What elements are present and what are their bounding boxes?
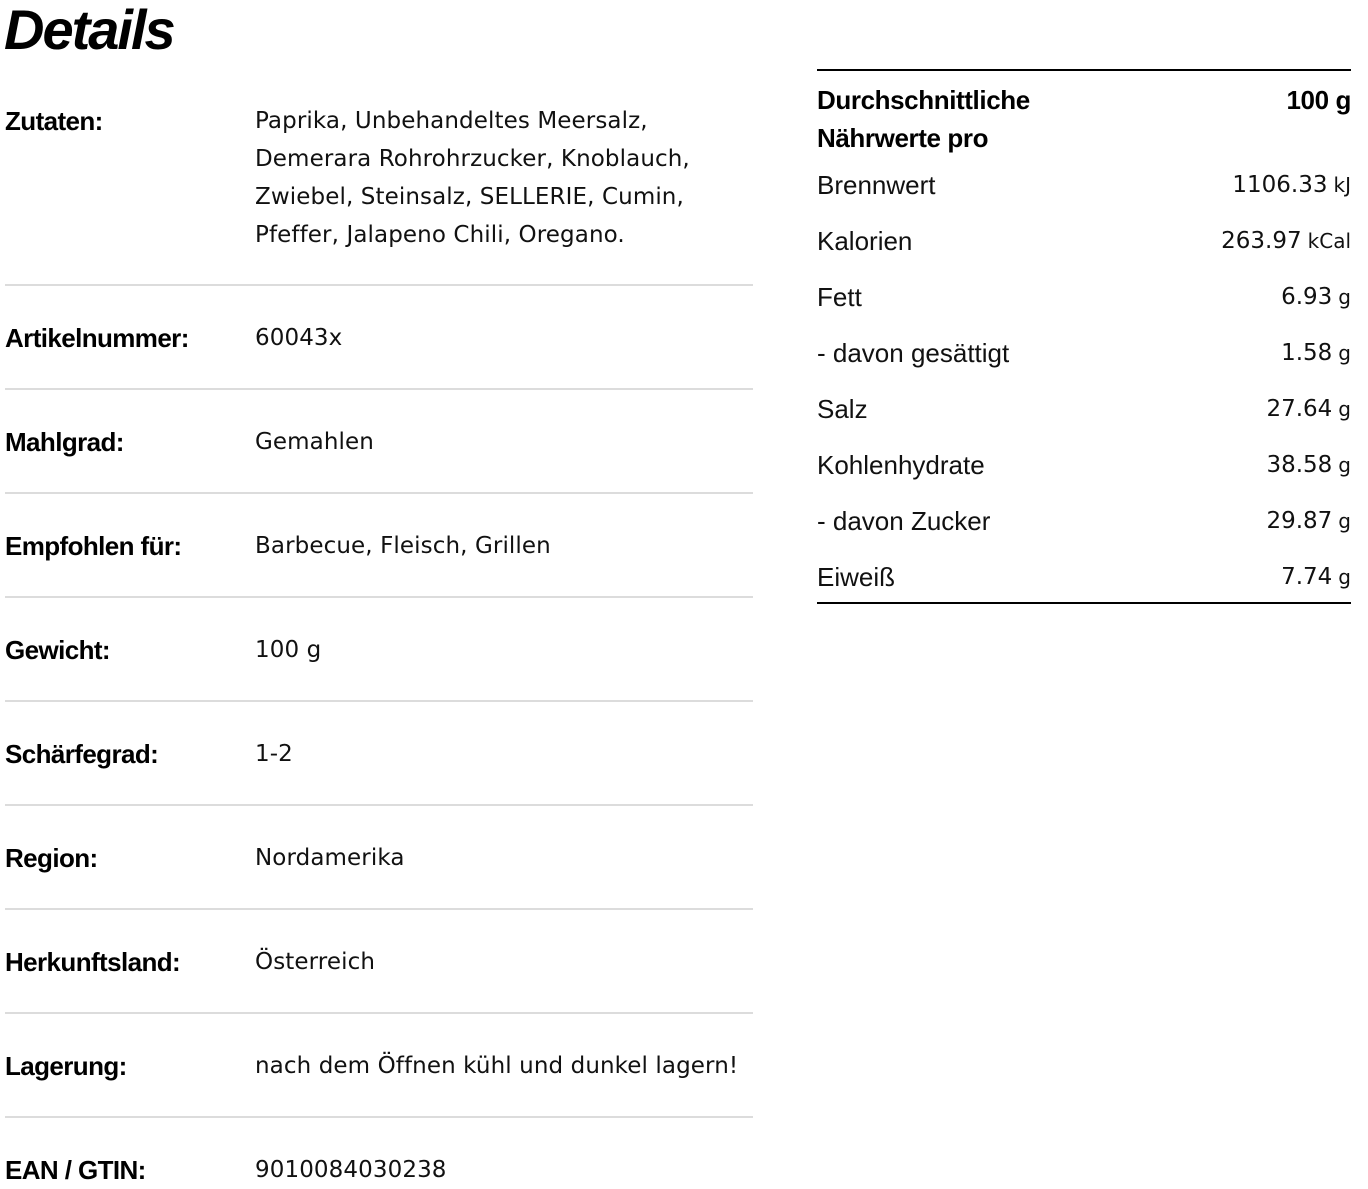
nutrient-value: 29.87: [1266, 508, 1333, 534]
detail-row-storage: [5, 1014, 753, 1118]
detail-value: Österreich: [255, 949, 376, 975]
nutrient-label: Fett: [817, 282, 862, 312]
detail-row-spiciness: [5, 702, 753, 806]
nutrient-unit: g: [1338, 285, 1351, 309]
detail-value: 1-2: [255, 741, 293, 767]
nutrient-unit: kCal: [1307, 229, 1351, 253]
nutrition-row-salt: [817, 389, 1351, 445]
nutrient-value: 6.93: [1281, 284, 1333, 310]
nutrient-label: Kohlenhydrate: [817, 450, 985, 480]
nutrient-amount: [1232, 165, 1351, 205]
nutrient-unit: g: [1338, 397, 1351, 421]
nutrient-label: Kalorien: [817, 226, 913, 256]
detail-label: Zutaten:: [5, 106, 103, 136]
nutrition-row-carbohydrates: [817, 445, 1351, 501]
nutrient-unit: g: [1338, 509, 1351, 533]
nutrient-unit: g: [1338, 453, 1351, 477]
detail-row-recommended-for: [5, 494, 753, 598]
detail-value: 9010084030238: [255, 1157, 447, 1183]
nutrient-amount: [1281, 557, 1351, 597]
nutrition-row-energy: [817, 165, 1351, 221]
nutrient-value: 1106.33: [1232, 172, 1328, 198]
detail-row-article-number: [5, 286, 753, 390]
nutrient-value: 27.64: [1266, 396, 1333, 422]
nutrition-per-amount: 100 g: [1286, 85, 1351, 115]
detail-row-grind: [5, 390, 753, 494]
detail-label: EAN / GTIN:: [5, 1155, 146, 1185]
nutrient-value: 38.58: [1266, 452, 1333, 478]
detail-row-weight: [5, 598, 753, 702]
detail-row-country-of-origin: [5, 910, 753, 1014]
detail-value: Paprika, Unbehandeltes Meersalz, Demerara Rohrohrzucker, Knoblauch, Zwiebel, Steinsalz, SELLERIE, Cumin, Pfeffer, Jalapeno Chili, Oregano.: [255, 108, 690, 248]
nutrition-row-protein: [817, 557, 1351, 593]
detail-label: Empfohlen für:: [5, 531, 182, 561]
detail-row-ean: [5, 1118, 753, 1187]
detail-label: Artikelnummer:: [5, 323, 189, 353]
detail-value: Nordamerika: [255, 845, 405, 871]
nutrient-label: Salz: [817, 394, 868, 424]
nutrition-title: Durchschnittliche Nährwerte pro: [817, 85, 1030, 153]
nutrition-table: [817, 69, 1351, 604]
detail-value: 60043x: [255, 325, 343, 351]
nutrition-row-calories: [817, 221, 1351, 277]
nutrient-amount: [1266, 501, 1351, 541]
detail-row-region: [5, 806, 753, 910]
detail-label: Gewicht:: [5, 635, 110, 665]
detail-label: Mahlgrad:: [5, 427, 124, 457]
nutrition-header: [817, 81, 1351, 157]
detail-value: Barbecue, Fleisch, Grillen: [255, 533, 551, 559]
detail-value: nach dem Öffnen kühl und dunkel lagern!: [255, 1053, 739, 1079]
nutrient-amount: [1281, 277, 1351, 317]
nutrition-row-sugar: [817, 501, 1351, 557]
nutrient-value: 263.97: [1221, 228, 1302, 254]
nutrient-amount: [1281, 333, 1351, 373]
nutrient-unit: g: [1338, 341, 1351, 365]
detail-label: Schärfegrad:: [5, 739, 159, 769]
detail-label: Lagerung:: [5, 1051, 127, 1081]
nutrient-label: Eiweiß: [817, 562, 896, 592]
nutrient-unit: kJ: [1333, 173, 1351, 197]
nutrient-amount: [1266, 389, 1351, 429]
detail-row-ingredients: [5, 97, 753, 286]
nutrient-label: - davon Zucker: [817, 506, 991, 536]
detail-value: Gemahlen: [255, 429, 374, 455]
detail-value: 100 g: [255, 637, 322, 663]
details-list: [5, 97, 753, 1187]
nutrient-amount: [1221, 221, 1351, 261]
nutrient-value: 7.74: [1281, 564, 1333, 590]
detail-label: Region:: [5, 843, 98, 873]
nutrient-unit: g: [1338, 565, 1351, 589]
nutrient-value: 1.58: [1281, 340, 1333, 366]
nutrient-label: - davon gesättigt: [817, 338, 1010, 368]
nutrition-row-fat: [817, 277, 1351, 333]
nutrient-amount: [1266, 445, 1351, 485]
detail-label: Herkunftsland:: [5, 947, 181, 977]
nutrition-row-saturated-fat: [817, 333, 1351, 389]
page-title: Details: [4, 0, 174, 61]
nutrient-label: Brennwert: [817, 170, 936, 200]
